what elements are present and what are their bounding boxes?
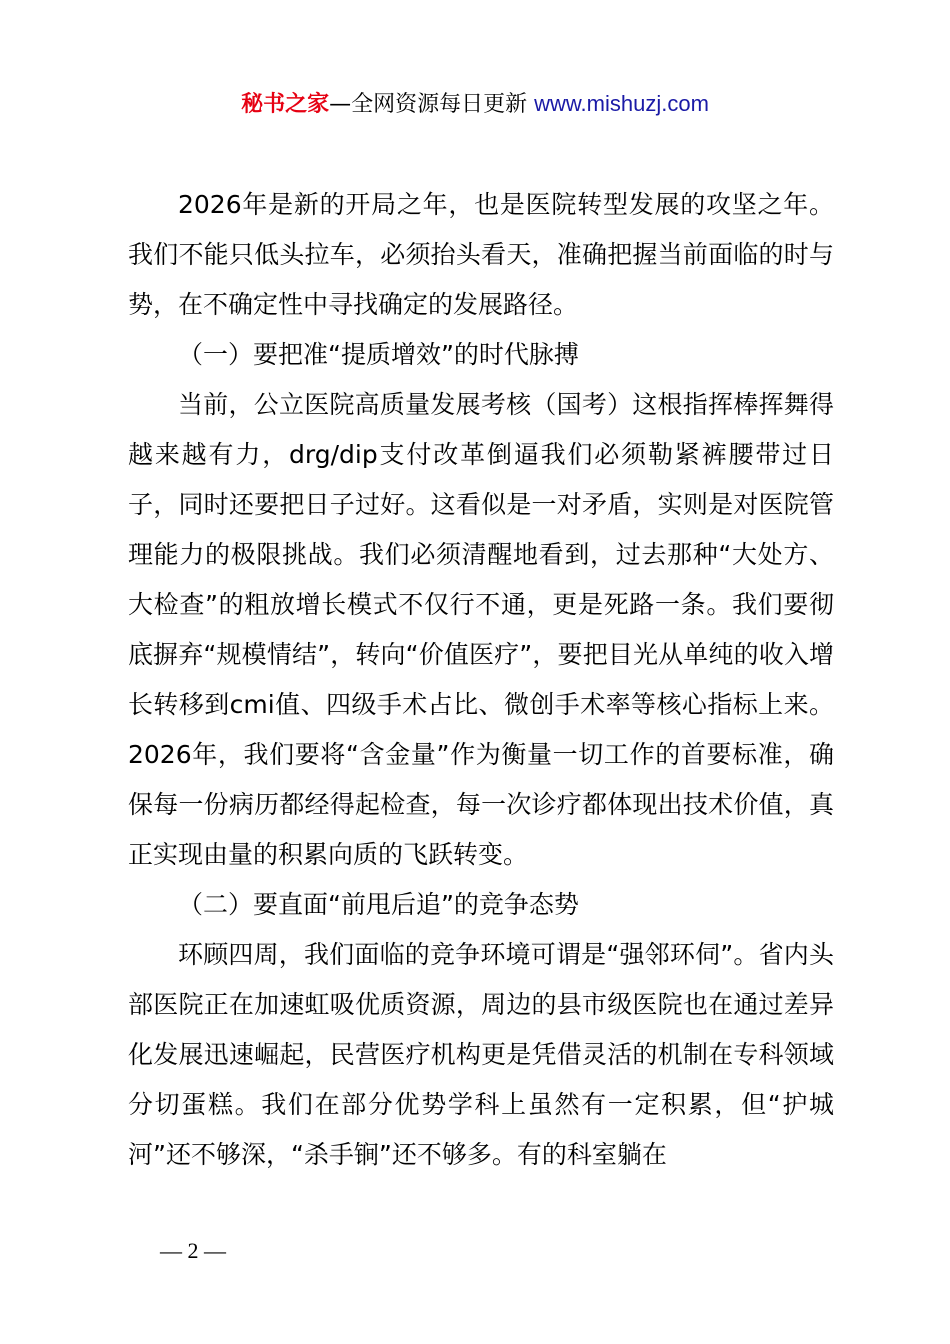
paragraph-section-2: 环顾四周，我们面临的竞争环境可谓是“强邻环伺”。省内头部医院正在加速虹吸优质资源，周边的县市级医院也在通过差异化发展迅速崛起，民营医疗机构更是凭借灵活的机制在专科领域分切蛋糕。我们在部分优势学科上虽然有一定积累，但“护城河”还不够深，“杀手锏”还不够多。有的科室躺在: [128, 940, 834, 1169]
site-name: 秘书之家: [241, 92, 330, 117]
document-body: [128, 180, 834, 1180]
paragraph-section-1: 当前，公立医院高质量发展考核（国考）这根指挥棒挥舞得越来越有力，drg/dip支付改革倒逼我们必须勒紧裤腰带过日子，同时还要把日子过好。这看似是一对矛盾，实则是对医院管理能力的极限挑战。我们必须清醒地看到，过去那种“大处方、大检查”的粗放增长模式不仅行不通，更是死路一条。我们要彻底摒弃“规模情结”，转向“价值医疗”，要把目光从单纯的收入增长转移到cmi值、四级手术占比、微创手术率等核心指标上来。2026年，我们要将“含金量”作为衡量一切工作的首要标准，确保每一份病历都经得起检查，每一次诊疗都体现出技术价值，真正实现由量的积累向质的飞跃转变。: [128, 390, 834, 869]
site-tagline: —全网资源每日更新: [329, 92, 528, 117]
section-heading-1: （一）要把准“提质增效”的时代脉搏: [178, 340, 579, 369]
page-number: — 2 —: [160, 1238, 226, 1263]
section-heading-2: （二）要直面“前甩后追”的竞争态势: [178, 890, 579, 919]
site-url-link[interactable]: www.mishuzj.com: [534, 91, 709, 116]
site-header: [0, 86, 950, 123]
paragraph-intro: 2026年是新的开局之年，也是医院转型发展的攻坚之年。我们不能只低头拉车，必须抬头看天，准确把握当前面临的时与势，在不确定性中寻找确定的发展路径。: [128, 190, 834, 319]
